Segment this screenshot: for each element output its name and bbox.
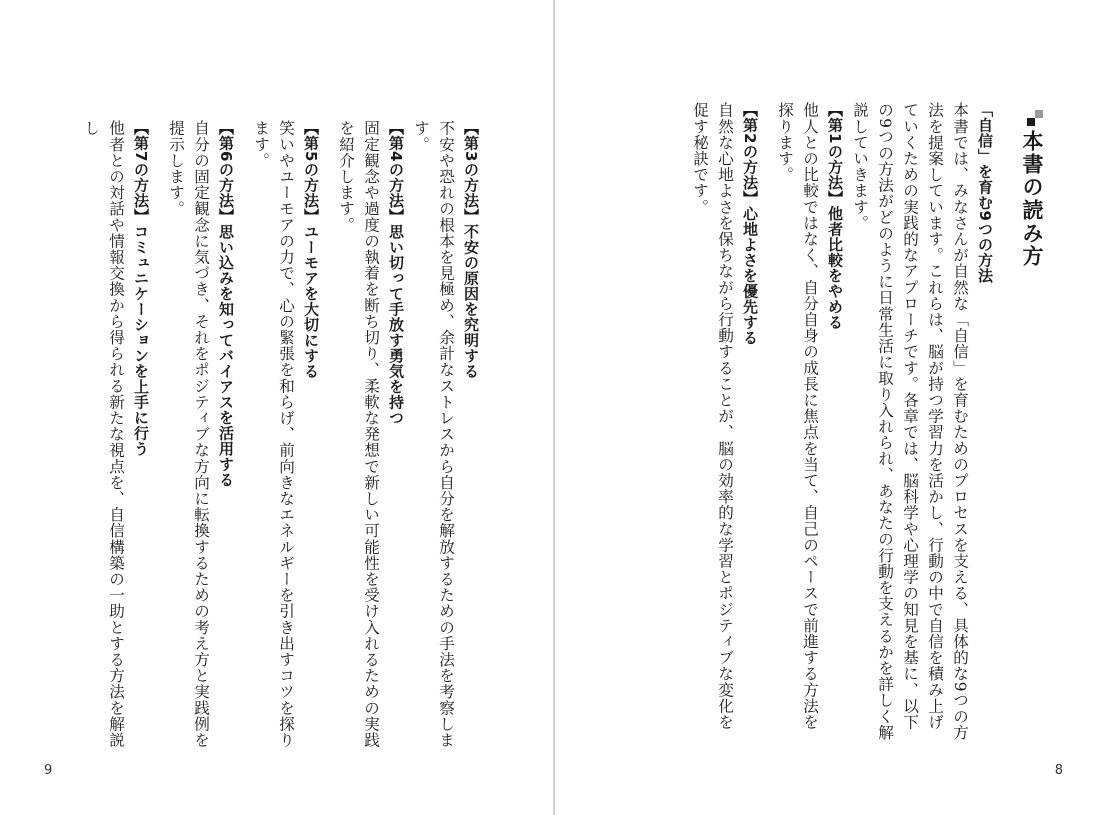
page-title: 本書の読み方 — [1020, 130, 1044, 268]
method-5 — [248, 120, 323, 750]
right-page — [555, 0, 1107, 815]
method-2 — [687, 102, 762, 742]
method-1-heading: 【第1の方法】他者比較をやめる — [826, 102, 844, 330]
method-1-text: 他人との比較ではなく、自分自身の成長に焦点を当て、自己のペースで前進する方法を探ります。 — [776, 102, 819, 730]
method-2-text: 自然な心地よさを保ちながら行動することが、脳の効率的な学習とポジティブな変化を促す秘訣です。 — [691, 102, 734, 730]
method-5-text: 笑いやユーモアの力で、心の緊張を和らげ、前向きなエネルギーを引き出すコツを探ります。 — [252, 120, 295, 748]
method-6-text: 自分の固定観念に気づき、それをポジティブな方向に転換するための考え方と実践例を提示します。 — [167, 120, 210, 748]
method-7 — [78, 120, 153, 750]
method-1 — [772, 102, 847, 742]
stacked-squares-icon — [1025, 110, 1043, 128]
method-5-heading: 【第5の方法】ユーモアを大切にする — [302, 120, 320, 379]
method-2-heading: 【第2の方法】心地よさを優先する — [741, 102, 759, 346]
method-4-text: 固定観念や過度の執着を断ち切り、柔軟な発想で新しい可能性を受け入れるための実践を紹介します。 — [337, 120, 380, 748]
page-number-left: 9 — [44, 763, 53, 778]
method-7-text: 他者との対話や情報交換から得られる新たな視点を、自信構築の一助とする方法を解説し — [82, 120, 125, 748]
method-6 — [163, 120, 238, 750]
method-4 — [333, 120, 408, 750]
right-page-body — [557, 102, 997, 742]
intro-text: 本書では、みなさんが自然な「自信」を育むためのプロセスを支える、具体的な9つの方法を提案しています。これらは、脳が持つ学習力を活かし、行動の中で自信を積み上げていくための実践的なアプローチです。各章では、脳科学や心理学の知見を基に、以下の9つの方法がどのように日常生活に取り入れられ、あなたの行動を支えるかを詳しく解説していきます。 — [851, 102, 969, 741]
intro-section — [847, 102, 997, 742]
page-number-right: 8 — [1054, 763, 1063, 778]
method-6-heading: 【第6の方法】思い込みを知ってバイアスを活用する — [217, 120, 235, 488]
method-3-text: 不安や恐れの根本を見極め、余計なストレスから自分を解放するための手法を考察します。 — [412, 120, 455, 748]
method-3-heading: 【第3の方法】不安の原因を究明する — [462, 120, 480, 379]
left-page-body — [3, 120, 483, 750]
title-block — [1017, 108, 1047, 268]
method-3 — [408, 120, 483, 750]
section-heading: 「自信」を育む9つの方法 — [976, 102, 994, 284]
method-4-heading: 【第4の方法】思い切って手放す勇気を持つ — [387, 120, 405, 426]
method-7-heading: 【第7の方法】コミュニケーションを上手に行う — [132, 120, 150, 457]
left-page — [0, 0, 553, 815]
